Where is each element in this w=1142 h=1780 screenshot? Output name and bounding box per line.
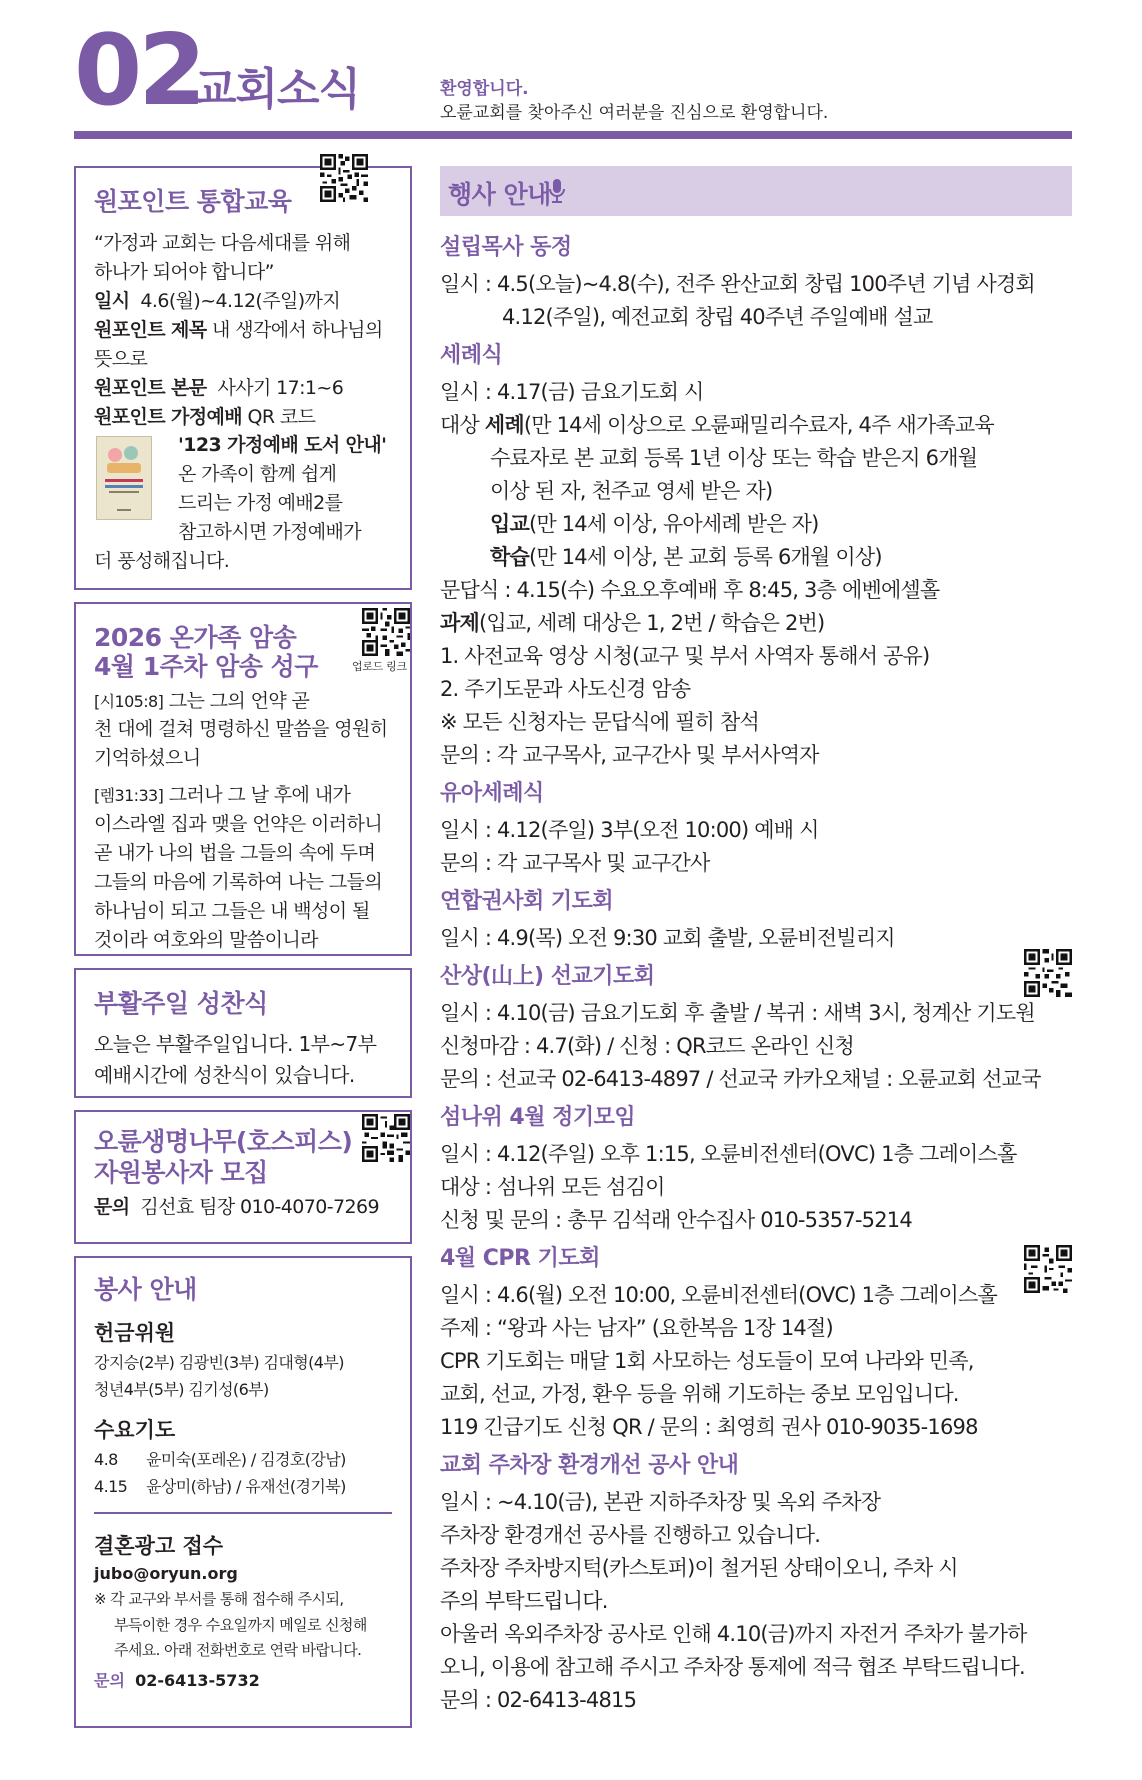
parking-line6: 오니, 이용에 참고해 주시고 주차장 통제에 적극 협조 부탁드립니다. bbox=[440, 1655, 1025, 1679]
baptism-target-label: 대상 bbox=[440, 413, 485, 437]
hospice-box bbox=[74, 1110, 412, 1244]
qr-code-icon[interactable] bbox=[1024, 1245, 1072, 1293]
baptism-title: 세례식 bbox=[440, 343, 503, 368]
verse1-line2: 천 대에 걸쳐 명령하신 말씀을 영원히 bbox=[94, 718, 388, 741]
mountain-line1: 일시 : 4.10(금) 금요기도회 후 출발 / 복귀 : 새벽 3시, 청계산 기도원 bbox=[440, 1001, 1035, 1025]
baptism-interview: 문답식 : 4.15(수) 수요오후예배 후 8:45, 3층 에벤에셀홀 bbox=[440, 578, 940, 602]
onepoint-text-value: 사사기 17:1~6 bbox=[217, 376, 344, 399]
qr-code-icon[interactable] bbox=[362, 608, 410, 656]
wedding-title: 결혼광고 접수 bbox=[94, 1534, 224, 1558]
parking-line1: 일시 : ~4.10(금), 본관 지하주차장 및 옥외 주차장 bbox=[440, 1490, 881, 1514]
book-guide-title: '123 가정예배 도서 안내' bbox=[178, 434, 387, 457]
seomnaui-line2: 대상 : 섬나위 모든 섬김이 bbox=[440, 1175, 665, 1199]
events-header-title: 행사 안내 bbox=[448, 180, 551, 209]
microphone-icon bbox=[548, 178, 566, 208]
baptism-line1: 일시 : 4.17(금) 금요기도회 시 bbox=[440, 380, 704, 404]
welcome-text: 오륜교회를 찾아주신 여러분을 진심으로 환영합니다. bbox=[440, 103, 829, 123]
cpr-line2: 주제 : “왕과 사는 남자” (요한복음 1장 14절) bbox=[440, 1316, 833, 1340]
infant-line2: 문의 : 각 교구목사 및 교구간사 bbox=[440, 851, 710, 875]
confirmation-text: (만 14세 이상, 유아세례 받은 자) bbox=[528, 512, 819, 536]
verse2-line4: 그들의 마음에 기록하여 나는 그들의 bbox=[94, 870, 383, 893]
service-box bbox=[74, 1256, 412, 1728]
onepoint-quote-line2: 하나가 되어야 합니다” bbox=[94, 261, 274, 284]
verse2-line6: 것이라 여호와의 말씀이니라 bbox=[94, 928, 318, 951]
book-cover-image bbox=[96, 436, 152, 520]
qr-code-icon[interactable] bbox=[1024, 949, 1072, 997]
section-title: 교회소식 bbox=[194, 64, 361, 115]
catechumen-text: (만 14세 이상, 본 교회 등록 6개월 이상) bbox=[528, 545, 882, 569]
baptism-contact: 문의 : 각 교구목사, 교구간사 및 부서사역자 bbox=[440, 743, 819, 767]
book-desc-1: 온 가족이 함께 쉽게 bbox=[178, 463, 337, 486]
verse2-line3: 곧 내가 나의 법을 그들의 속에 두며 bbox=[94, 841, 376, 864]
assignment-bold: 과제 bbox=[440, 611, 479, 635]
parking-title: 교회 주차장 환경개선 공사 안내 bbox=[440, 1453, 739, 1478]
verse1-line3: 기억하셨으니 bbox=[94, 747, 201, 770]
baptism-target-text: (만 14세 이상으로 오륜패밀리수료자, 4주 새가족교육 bbox=[523, 413, 994, 437]
verse2-line5: 하나님이 되고 그들은 내 백성이 될 bbox=[94, 899, 370, 922]
wedding-note-1: ※ 각 교구와 부서를 통해 접수해 주시되, bbox=[94, 1590, 344, 1608]
mountain-title: 산상(山上) 선교기도회 bbox=[440, 964, 655, 989]
verse1-line1: 그는 그의 언약 곧 bbox=[168, 689, 310, 712]
book-desc-3: 참고하시면 가정예배가 bbox=[178, 521, 361, 543]
parking-line5: 아울러 옥외주차장 공사로 인해 4.10(금)까지 자전거 주차가 불가하 bbox=[440, 1622, 1027, 1646]
qr-caption: 업로드 링크 bbox=[352, 660, 407, 673]
memorize-title-2: 4월 1주차 암송 성구 bbox=[94, 652, 318, 682]
baptism-target-bold: 세례 bbox=[484, 413, 524, 437]
cpr-line4: 교회, 선교, 가정, 환우 등을 위해 기도하는 중보 모임입니다. bbox=[440, 1382, 959, 1406]
qr-code-icon[interactable] bbox=[320, 154, 368, 202]
memorize-title-1: 2026 온가족 암송 bbox=[94, 623, 297, 652]
wedding-email[interactable]: jubo@oryun.org bbox=[94, 1564, 238, 1583]
verse2-line1: 그러나 그 날 후에 내가 bbox=[168, 784, 351, 807]
wedding-contact-label: 문의 bbox=[94, 1670, 125, 1690]
seomnaui-line1: 일시 : 4.12(주일) 오후 1:15, 오륜비전센터(OVC) 1층 그레이스홀 bbox=[440, 1142, 1017, 1166]
cpr-line3: CPR 기도회는 매달 1회 사모하는 성도들이 모여 나라와 민족, bbox=[440, 1349, 974, 1373]
cpr-line5: 119 긴급기도 신청 QR / 문의 : 최영희 권사 010-9035-1698 bbox=[440, 1415, 978, 1439]
verse2-line2: 이스라엘 집과 맺을 언약은 이러하니 bbox=[94, 813, 383, 835]
onepoint-subject-value: 내 생각에서 하나님의 bbox=[212, 318, 383, 341]
baptism-note: ※ 모든 신청자는 문답식에 필히 참석 bbox=[440, 710, 759, 734]
wedding-note-2: 부득이한 경우 수요일까지 메일로 신청해 bbox=[114, 1615, 367, 1634]
easter-box bbox=[74, 968, 412, 1098]
memorize-box bbox=[74, 602, 412, 956]
parking-line2: 주차장 환경개선 공사를 진행하고 있습니다. bbox=[440, 1523, 821, 1547]
hospice-title-2: 자원봉사자 모집 bbox=[94, 1158, 268, 1188]
baptism-line4: 이상 된 자, 천주교 영세 받은 자) bbox=[490, 479, 773, 503]
founder-title: 설립목사 동정 bbox=[440, 235, 572, 260]
onepoint-title: 원포인트 통합교육 bbox=[94, 187, 292, 216]
assignment-text: (입교, 세례 대상은 1, 2번 / 학습은 2번) bbox=[478, 611, 825, 635]
verse2-ref: [렘31:33] bbox=[94, 786, 164, 806]
book-desc-4: 더 풍성해집니다. bbox=[94, 549, 230, 572]
assignment-2: 2. 주기도문과 사도신경 암송 bbox=[440, 677, 691, 701]
offering-line1: 강지승(2부) 김광빈(3부) 김대형(4부) bbox=[94, 1353, 344, 1373]
parking-line4: 주의 부탁드립니다. bbox=[440, 1589, 608, 1613]
events-list bbox=[440, 226, 1072, 1717]
offering-line2: 청년4부(5부) 김기성(6부) bbox=[94, 1380, 269, 1400]
onepoint-date-value: 4.6(월)~4.12(주일)까지 bbox=[140, 290, 341, 312]
onepoint-text-label: 원포인트 본문 bbox=[94, 376, 207, 399]
hospice-contact-label: 문의 bbox=[94, 1195, 130, 1218]
wedding-note-3: 주세요. 아래 전화번호로 연락 바랍니다. bbox=[114, 1641, 362, 1659]
parking-contact: 문의 : 02-6413-4815 bbox=[440, 1688, 637, 1712]
elders-line1: 일시 : 4.9(목) 오전 9:30 교회 출발, 오륜비전빌리지 bbox=[440, 926, 895, 950]
elders-title: 연합권사회 기도회 bbox=[440, 889, 614, 914]
easter-line2: 예배시간에 성찬식이 있습니다. bbox=[94, 1062, 355, 1087]
cpr-title: 4월 CPR 기도회 bbox=[440, 1246, 600, 1271]
catechumen-bold: 학습 bbox=[490, 545, 529, 569]
onepoint-subject-value-cont: 뜻으로 bbox=[94, 347, 148, 370]
easter-line1: 오늘은 부활주일입니다. 1부~7부 bbox=[94, 1032, 377, 1057]
cpr-line1: 일시 : 4.6(월) 오전 10:00, 오륜비전센터(OVC) 1층 그레이스홀 bbox=[440, 1283, 997, 1307]
offering-title: 헌금위원 bbox=[94, 1321, 176, 1346]
mountain-line3: 문의 : 선교국 02-6413-4897 / 선교국 카카오채널 : 오륜교회 선교국 bbox=[440, 1067, 1041, 1091]
service-divider bbox=[94, 1512, 392, 1514]
hospice-title-1: 오륜생명나무(호스피스) bbox=[94, 1127, 353, 1156]
infant-title: 유아세례식 bbox=[440, 781, 544, 806]
welcome-title: 환영합니다. bbox=[440, 79, 529, 99]
assignment-1: 1. 사전교육 영상 시청(교구 및 부서 사역자 통해서 공유) bbox=[440, 644, 930, 668]
mountain-line2: 신청마감 : 4.7(화) / 신청 : QR코드 온라인 신청 bbox=[440, 1034, 854, 1058]
infant-line1: 일시 : 4.12(주일) 3부(오전 10:00) 예배 시 bbox=[440, 818, 819, 842]
book-desc-2: 드리는 가정 예배2를 bbox=[178, 492, 343, 515]
onepoint-date-label: 일시 bbox=[94, 290, 130, 312]
qr-code-icon[interactable] bbox=[362, 1114, 410, 1162]
seomnaui-line3: 신청 및 문의 : 총무 김석래 안수집사 010-5357-5214 bbox=[440, 1208, 912, 1232]
section-number: 02 bbox=[74, 14, 203, 128]
wedding-contact-value: 02-6413-5732 bbox=[135, 1670, 260, 1690]
onepoint-worship-label: 원포인트 가정예배 bbox=[94, 405, 243, 428]
events-header-band bbox=[440, 166, 1072, 216]
service-title: 봉사 안내 bbox=[94, 1275, 197, 1304]
confirmation-bold: 입교 bbox=[490, 512, 529, 536]
onepoint-worship-value: QR 코드 bbox=[247, 405, 316, 428]
hospice-contact-value: 김선효 팀장 010-4070-7269 bbox=[140, 1195, 379, 1218]
onepoint-quote-line1: “가정과 교회는 다음세대를 위해 bbox=[94, 232, 351, 255]
onepoint-subject-label: 원포인트 제목 bbox=[94, 318, 207, 341]
onepoint-box bbox=[74, 166, 412, 590]
baptism-line3: 수료자로 본 교회 등록 1년 이상 또는 학습 받은지 6개월 bbox=[490, 446, 978, 470]
founder-line1: 일시 : 4.5(오늘)~4.8(수), 전주 완산교회 창립 100주년 기념 사경회 bbox=[440, 272, 1035, 296]
wed-prayer-names-2: 윤상미(하남) / 유재선(경기북) bbox=[146, 1476, 346, 1496]
easter-title: 부활주일 성찬식 bbox=[94, 989, 268, 1018]
verse1-ref: [시105:8] bbox=[94, 691, 164, 711]
parking-line3: 주차장 주차방지턱(카스토퍼)이 철거된 상태이오니, 주차 시 bbox=[440, 1556, 958, 1580]
wed-prayer-title: 수요기도 bbox=[94, 1417, 176, 1442]
wed-prayer-names-1: 윤미숙(포레온) / 김경호(강남) bbox=[146, 1449, 346, 1469]
wed-prayer-date-1: 4.8 bbox=[94, 1449, 118, 1469]
wed-prayer-date-2: 4.15 bbox=[94, 1476, 128, 1496]
seomnaui-title: 섬나위 4월 정기모임 bbox=[440, 1105, 636, 1130]
header-divider bbox=[74, 131, 1072, 139]
founder-line2: 4.12(주일), 예전교회 창립 40주년 주일예배 설교 bbox=[502, 305, 933, 329]
